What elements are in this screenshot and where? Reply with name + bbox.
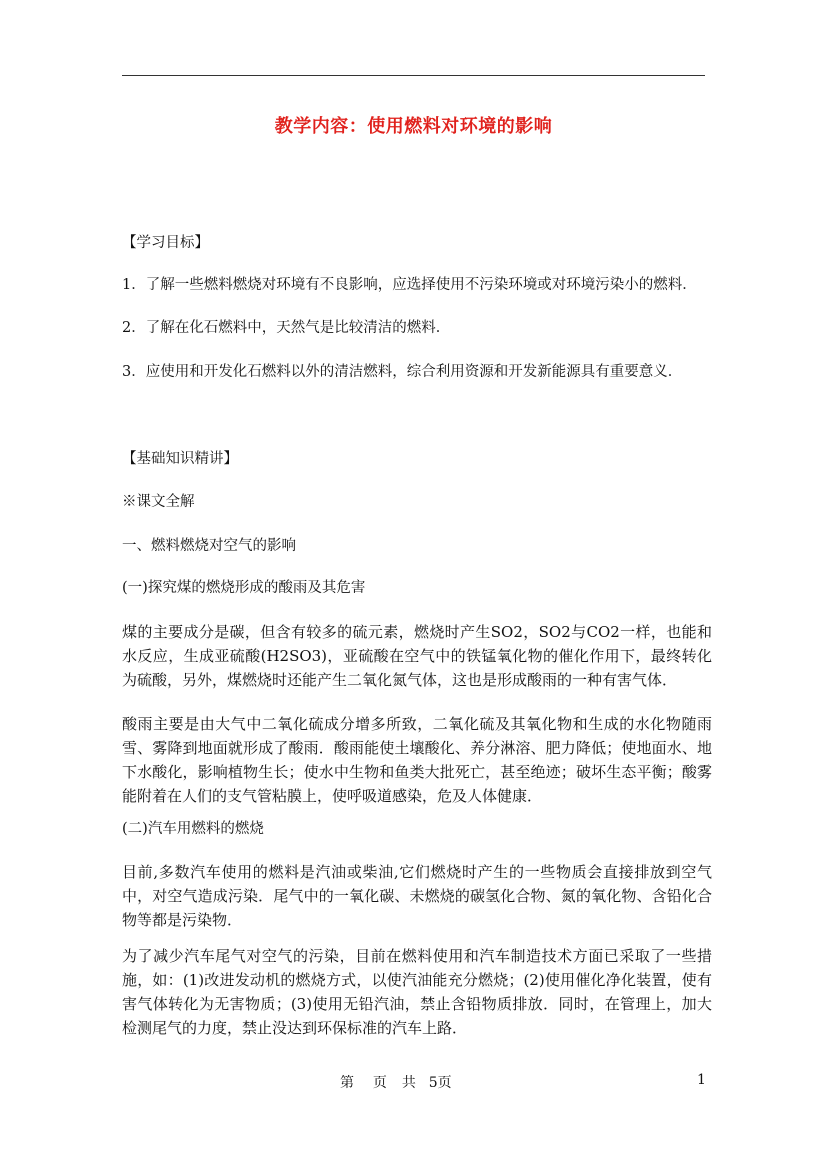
goal-item-2: 2．了解在化石燃料中，天然气是比较清洁的燃料． (122, 320, 451, 336)
page-number: 1 (697, 1072, 706, 1088)
section-heading-basics: 【基础知识精讲】 (122, 451, 238, 467)
paragraph-coal: 煤的主要成分是碳，但含有较多的硫元素，燃烧时产生SO2，SO2与CO2一样，也能和水反应，生成亚硫酸(H2SO3)，亚硫酸在空气中的铁锰氧化物的催化作用下，最终转化为硫酸，另外，煤燃烧时还能产生二氧化氮气体，这也是形成酸雨的一种有害气体． (122, 623, 712, 689)
footer-di: 第 (340, 1075, 354, 1091)
page-footer (340, 1072, 452, 1092)
paragraph-acid-rain: 酸雨主要是由大气中二氧化硫成分增多所致，二氧化硫及其氧化物和生成的水化物随雨雪、雾降到地面就形成了酸雨．酸雨能使土壤酸化、养分淋溶、肥力降低；使地面水、地下水酸化，影响植物生长；使水中生物和鱼类大批死亡，甚至绝迹；破坏生态平衡；酸雾能附着在人们的支气管粘膜上，使呼吸道感染，危及人体健康． (122, 715, 712, 805)
footer-total: 5页 (428, 1075, 452, 1091)
document-title: 教学内容：使用燃料对环境的影响 (274, 116, 553, 137)
section-heading-goals: 【学习目标】 (122, 235, 209, 251)
subheading-text: ※课文全解 (122, 494, 195, 510)
subpart-heading-car: (二)汽车用燃料的燃烧 (122, 821, 264, 837)
goal-item-3: 3．应使用和开发化石燃料以外的清洁燃料，综合利用资源和开发新能源具有重要意义． (122, 364, 683, 380)
goal-item-1: 1．了解一些燃料燃烧对环境有不良影响，应选择使用不污染环境或对环境污染小的燃料． (122, 277, 697, 293)
subpart-heading-coal: (一)探究煤的燃烧形成的酸雨及其危害 (122, 580, 366, 596)
header-rule (122, 75, 705, 76)
footer-gong: 共 (401, 1075, 416, 1091)
paragraph-car-fuel: 目前,多数汽车使用的燃料是汽油或柴油,它们燃烧时产生的一些物质会直接排放到空气中，对空气造成污染．尾气中的一氧化碳、未燃烧的碳氢化合物、氮的氧化物、含铅化合物等都是污染物． (122, 863, 712, 929)
footer-ye: 页 (372, 1075, 387, 1091)
part-heading-1: 一、燃料燃烧对空气的影响 (122, 538, 296, 554)
paragraph-measures: 为了减少汽车尾气对空气的污染，目前在燃料使用和汽车制造技术方面已采取了一些措施，如：(1)改进发动机的燃烧方式，以使汽油能充分燃烧；(2)使用催化净化装置，使有害气体转化为无害物质；(3)使用无铅汽油，禁止含铅物质排放．同时，在管理上，加大检测尾气的力度，禁止没达到环保标准的汽车上路． (122, 947, 712, 1037)
